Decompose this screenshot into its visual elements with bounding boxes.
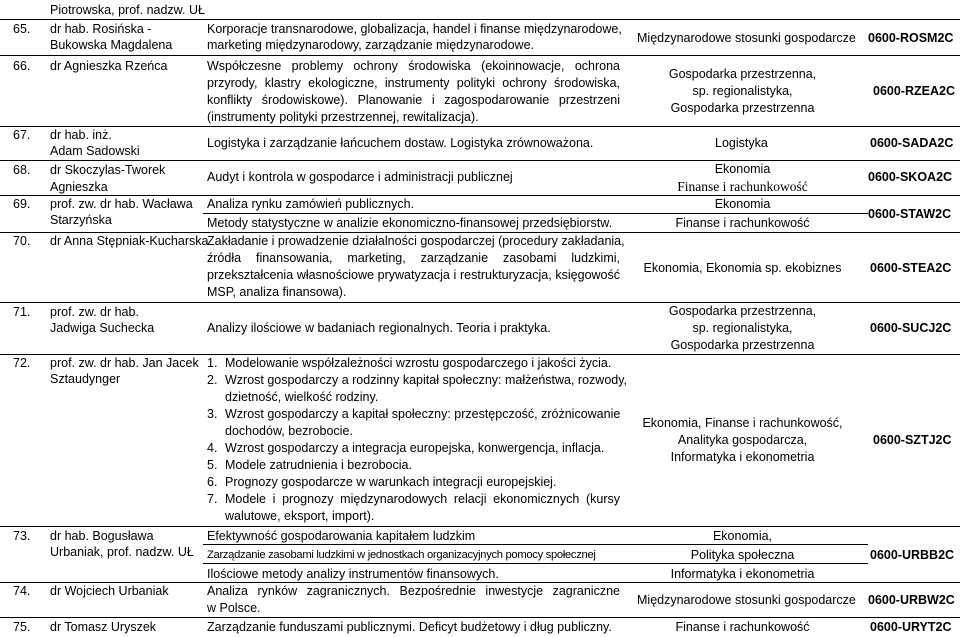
topic-description: Logistyka i zarządzanie łańcuchem dostaw. Logistyka zrównoważona.	[207, 136, 594, 150]
course-code: 0600-SZTJ2C	[873, 433, 952, 447]
row-divider	[0, 582, 960, 583]
row-divider	[203, 213, 868, 214]
row-number: 66.	[13, 59, 31, 73]
supervisor-name: Piotrowska, prof. nadzw. UŁ	[50, 3, 205, 17]
course-code: 0600-SKOA2C	[868, 170, 953, 184]
row-divider	[203, 544, 868, 545]
study-program: Ekonomia	[714, 197, 771, 211]
supervisor-name: Adam Sadowski	[50, 144, 140, 158]
study-program: Finanse i rachunkowość	[675, 216, 810, 230]
study-program: Informatyka i ekonometria	[670, 567, 815, 581]
topic-description: Analiza rynku zamówień publicznych.	[207, 197, 415, 211]
supervisor-name: dr hab. Rosińska -	[50, 22, 152, 36]
course-code: 0600-RZEA2C	[873, 84, 955, 98]
topic-description: Efektywność gospodarowania kapitałem ludzkim	[207, 529, 476, 543]
supervisor-name: prof. zw. dr hab. Wacława	[50, 197, 193, 211]
list-item: dochodów, bezrobocie.	[225, 424, 353, 438]
row-divider	[0, 354, 960, 355]
topic-description: Analizy ilościowe w badaniach regionalnych. Teoria i praktyka.	[207, 321, 551, 335]
row-number: 75.	[13, 620, 31, 634]
course-code: 0600-URBB2C	[870, 548, 955, 562]
list-item: Wzrost gospodarczy a rodzinny kapitał społeczny: małżeństwa, rozwody,	[225, 373, 628, 387]
topic-description: Ilościowe metody analizy instrumentów finansowych.	[207, 567, 499, 581]
row-number: 73.	[13, 529, 31, 543]
study-program: Informatyka i ekonometria	[670, 450, 815, 464]
list-item: Wzrost gospodarczy a kapitał społeczny: przestępczość, zróżnicowanie	[225, 407, 621, 421]
list-item-number: 3.	[207, 407, 218, 421]
supervisor-name: Sztaudynger	[50, 372, 121, 386]
study-program: sp. regionalistyka,	[692, 84, 793, 98]
row-number: 69.	[13, 197, 31, 211]
topic-description: przekształcenia własnościowe prywatyzacja i restrukturyzacja, księgowość	[207, 268, 620, 282]
supervisor-name: Agnieszka	[50, 180, 108, 194]
study-program: Międzynarodowe stosunki gospodarcze	[637, 31, 856, 45]
row-divider	[203, 563, 868, 564]
supervisor-name: dr Anna Stępniak-Kucharska	[50, 234, 209, 248]
list-item-number: 2.	[207, 373, 218, 387]
list-item-number: 6.	[207, 475, 218, 489]
study-program: Finanse i rachunkowość	[675, 620, 810, 634]
course-code: 0600-URYT2C	[870, 620, 952, 634]
list-item: Modele zatrudnienia i bezrobocia.	[225, 458, 412, 472]
study-program: Ekonomia, Finanse i rachunkowość,	[642, 416, 843, 430]
supervisor-name: Bukowska Magdalena	[50, 38, 173, 52]
topic-description: Korporacje transnarodowe, globalizacja, handel i finanse międzynarodowe,	[207, 22, 622, 36]
course-code: 0600-SADA2C	[870, 136, 954, 150]
topic-description: przyrody, klastry ekologiczne, instrumenty polityki ochrony środowiska,	[207, 76, 620, 90]
study-program: Ekonomia	[714, 162, 771, 176]
study-program: Gospodarka przestrzenna	[670, 101, 815, 115]
topic-description: Zarządzanie funduszami publicznymi. Deficyt budżetowy i dług publiczny.	[207, 620, 612, 634]
row-number: 74.	[13, 584, 31, 598]
supervisor-name: Starzyńska	[50, 213, 112, 227]
topic-description: Analiza rynków zagranicznych. Bezpośrednie inwestycje zagraniczne	[207, 584, 620, 598]
row-divider	[0, 160, 960, 161]
row-divider	[0, 302, 960, 303]
row-divider	[0, 195, 960, 196]
row-number: 70.	[13, 234, 31, 248]
study-program: sp. regionalistyka,	[692, 321, 793, 335]
row-number: 71.	[13, 305, 31, 319]
study-program: Analityka gospodarcza,	[677, 433, 808, 447]
supervisor-name: dr Skoczylas-Tworek	[50, 163, 166, 177]
supervisor-name: dr Agnieszka Rzeńca	[50, 59, 168, 73]
study-program: Gospodarka przestrzenna,	[668, 304, 817, 318]
supervisor-name: prof. zw. dr hab. Jan Jacek	[50, 356, 199, 370]
study-program: Ekonomia,	[712, 529, 773, 543]
supervisor-name: prof. zw. dr hab.	[50, 305, 139, 319]
row-divider	[0, 232, 960, 233]
course-code: 0600-STEA2C	[870, 261, 952, 275]
supervisor-name: Urbaniak, prof. nadzw. UŁ	[50, 545, 194, 559]
list-item: Prognozy gospodarcze w warunkach integracji europejskiej.	[225, 475, 557, 489]
list-item: dzietność, wielkość rodziny.	[225, 390, 379, 404]
list-item: Modele i prognozy międzynarodowych relacji ekonomicznych (kursy	[225, 492, 620, 506]
study-program: Finanse i rachunkowość	[677, 179, 808, 194]
list-item-number: 1.	[207, 356, 218, 370]
topic-description: Zarządzanie zasobami ludzkimi w jednostkach organizacyjnych pomocy społecznej	[207, 549, 596, 561]
topic-description: (instrumenty polityki przestrzennej, rewitalizacja).	[207, 110, 479, 124]
study-program: Gospodarka przestrzenna,	[668, 67, 817, 81]
topic-description: Zakładanie i prowadzenie działalności gospodarczej (procedury zakładania,	[207, 234, 625, 248]
row-divider	[0, 19, 960, 20]
list-item: walutowe, eksport, import).	[225, 509, 375, 523]
supervisor-name: dr hab. Bogusława	[50, 529, 154, 543]
supervisor-name: Jadwiga Suchecka	[50, 321, 155, 335]
study-program: Ekonomia, Ekonomia sp. ekobiznes	[643, 261, 842, 275]
course-code: 0600-STAW2C	[868, 207, 952, 221]
row-number: 65.	[13, 22, 31, 36]
topic-description: marketing międzynarodowy, zarządzanie międzynarodowe.	[207, 38, 535, 52]
supervisor-name: dr Wojciech Urbaniak	[50, 584, 169, 598]
list-item-number: 5.	[207, 458, 218, 472]
study-program: Międzynarodowe stosunki gospodarcze	[637, 593, 856, 607]
row-number: 72.	[13, 356, 31, 370]
topic-description: źródła finansowania, marketing, zarządzanie zasobami ludzkimi,	[207, 251, 620, 265]
supervisor-name: dr hab. inż.	[50, 128, 112, 142]
row-divider	[0, 126, 960, 127]
list-item-number: 4.	[207, 441, 218, 455]
study-program: Logistyka	[715, 136, 768, 150]
study-program: Polityka społeczna	[690, 548, 795, 562]
supervisor-name: dr Tomasz Uryszek	[50, 620, 157, 634]
course-code: 0600-ROSM2C	[868, 31, 954, 45]
list-item: Modelowanie współzależności wzrostu gospodarczego i jakości życia.	[225, 356, 612, 370]
row-divider	[0, 55, 960, 56]
topic-description: Audyt i kontrola w gospodarce i administracji publicznej	[207, 170, 513, 184]
course-code: 0600-SUCJ2C	[870, 321, 952, 335]
topic-description: konflikty środowiskowe). Planowanie i zagospodarowanie przestrzeni	[207, 93, 620, 107]
row-divider	[0, 617, 960, 618]
list-item-number: 7.	[207, 492, 218, 506]
row-number: 67.	[13, 128, 31, 142]
row-number: 68.	[13, 163, 31, 177]
course-code: 0600-URBW2C	[868, 593, 955, 607]
row-divider	[0, 526, 960, 527]
topic-description: w Polsce.	[207, 601, 261, 615]
list-item: Wzrost gospodarczy a integracja europejska, konwergencja, inflacja.	[225, 441, 605, 455]
study-program: Gospodarka przestrzenna	[670, 338, 815, 352]
topic-description: MSP, analiza finansowa).	[207, 285, 347, 299]
topic-description: Współczesne problemy ochrony środowiska (ekoinnowacje, ochrona	[207, 59, 620, 73]
topic-description: Metody statystyczne w analizie ekonomiczno-finansowej przedsiębiorstw.	[207, 216, 613, 230]
